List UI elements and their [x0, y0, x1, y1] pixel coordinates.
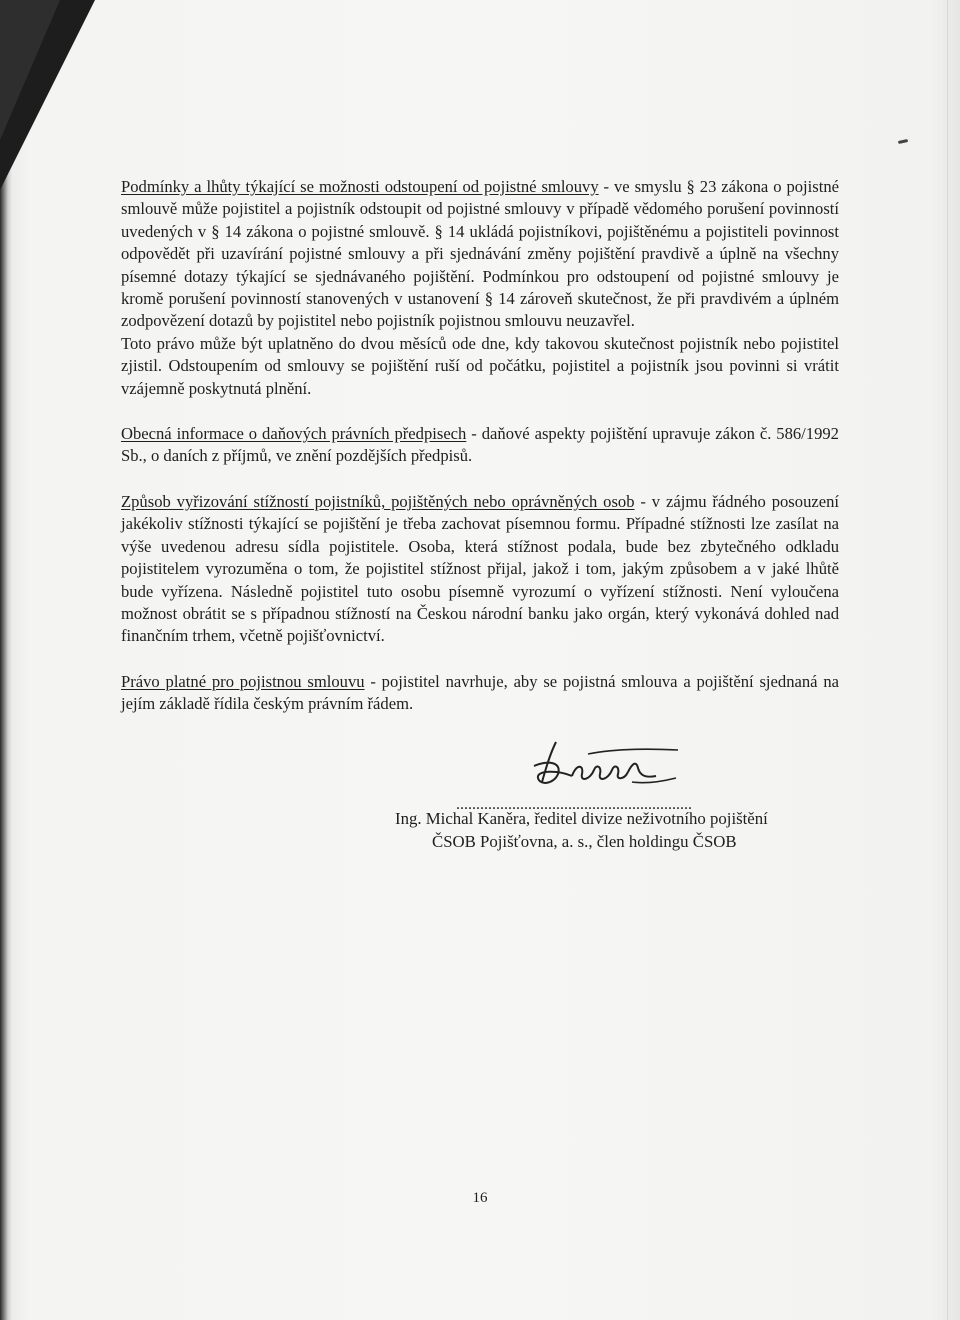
- signatory-company: ČSOB Pojišťovna, a. s., člen holdingu ČSOB: [432, 831, 737, 851]
- page-number: 16: [472, 1190, 488, 1206]
- signature-line: ...........................................................: [456, 796, 692, 813]
- section-law: [121, 671, 839, 716]
- section-text: - ve smyslu § 23 zákona o pojistné smlouvě může pojistitel a pojistník odstoupit od pojistné smlouvy v případě vědomého porušení povinností uvedených v § 14 zákona o pojistné smlouvě. § 14 ukládá pojistníkovi, pojištěnému a pojistiteli povinnost odpovědět při uzavírání pojistné smlouvy a při sjednávání změny pojištění pravdivě a úplně na všechny písemné dotazy týkající se sjednávaného pojištění. Podmínkou pro odstoupení od pojistné smlouvy je kromě porušení povinností stanovených v ustanovení § 14 zároveň skutečnost, že při pravdivém a úplném zodpovězení dotazů by pojistitel nebo pojistník pojistnou smlouvu neuzavřel.: [121, 177, 839, 331]
- scan-speck: [898, 139, 908, 144]
- section-text: - v zájmu řádného posouzení jakékoliv stížnosti týkající se pojištění je třeba zachovat písemnou formu. Případné stížnosti lze zasílat na výše uvedenou adresu sídla pojistitele. Osoba, která stížnost podala, bude bez zbytečného odkladu pojistitelem vyrozuměna o tom, že pojistitel stížnost přijal, jakož i tom, jakým způsobem a v jaké lhůtě bude vyřízena. Následně pojistitel tuto osobu písemně vyrozumí o vyřízení stížnosti. Není vyloučena možnost obrátit se s případnou stížností na Českou národní banku jako orgán, který vykonává dohled nad finančním trhem, včetně pojišťovnictví.: [121, 491, 839, 646]
- section-text: - pojistitel navrhuje, aby se pojistná smlouva a pojištění sjednaná na jejím základě řídila českým právním řádem.: [121, 671, 839, 714]
- section-withdrawal-extra: Toto právo může být uplatněno do dvou měsíců ode dne, kdy takovou skutečnost pojistník nebo pojistitel zjistil. Odstoupením od smlouvy se pojištění ruší od počátku, pojistitel a pojistník jsou povinni si vrátit vzájemně poskytnutá plnění.: [121, 333, 839, 398]
- section-heading: Podmínky a lhůty týkající se možnosti odstoupení od pojistné smlouvy: [121, 177, 599, 196]
- folded-corner-shade: [0, 0, 60, 140]
- section-tax: [121, 423, 839, 468]
- scan-right-edge: [947, 0, 948, 1320]
- section-heading: Obecná informace o daňových právních předpisech: [121, 424, 467, 444]
- signatory-block: [395, 808, 835, 853]
- section-withdrawal: [121, 176, 839, 333]
- scan-edge-shadow: [0, 0, 12, 1320]
- section-heading: Právo platné pro pojistnou smlouvu: [121, 671, 365, 691]
- section-text: - daňové aspekty pojištění upravuje zákon č. 586/1992 Sb., o daních z příjmů, ve znění pozdějších předpisů.: [121, 424, 839, 466]
- section-complaints: [121, 491, 839, 648]
- section-heading: Způsob vyřizování stížností pojistníků, pojištěných nebo oprávněných osob: [121, 491, 635, 511]
- document-body: [121, 176, 839, 716]
- handwritten-signature: [528, 724, 708, 794]
- signatory-name: Ing. Michal Kaněra, ředitel divize neživotního pojištění: [395, 809, 768, 828]
